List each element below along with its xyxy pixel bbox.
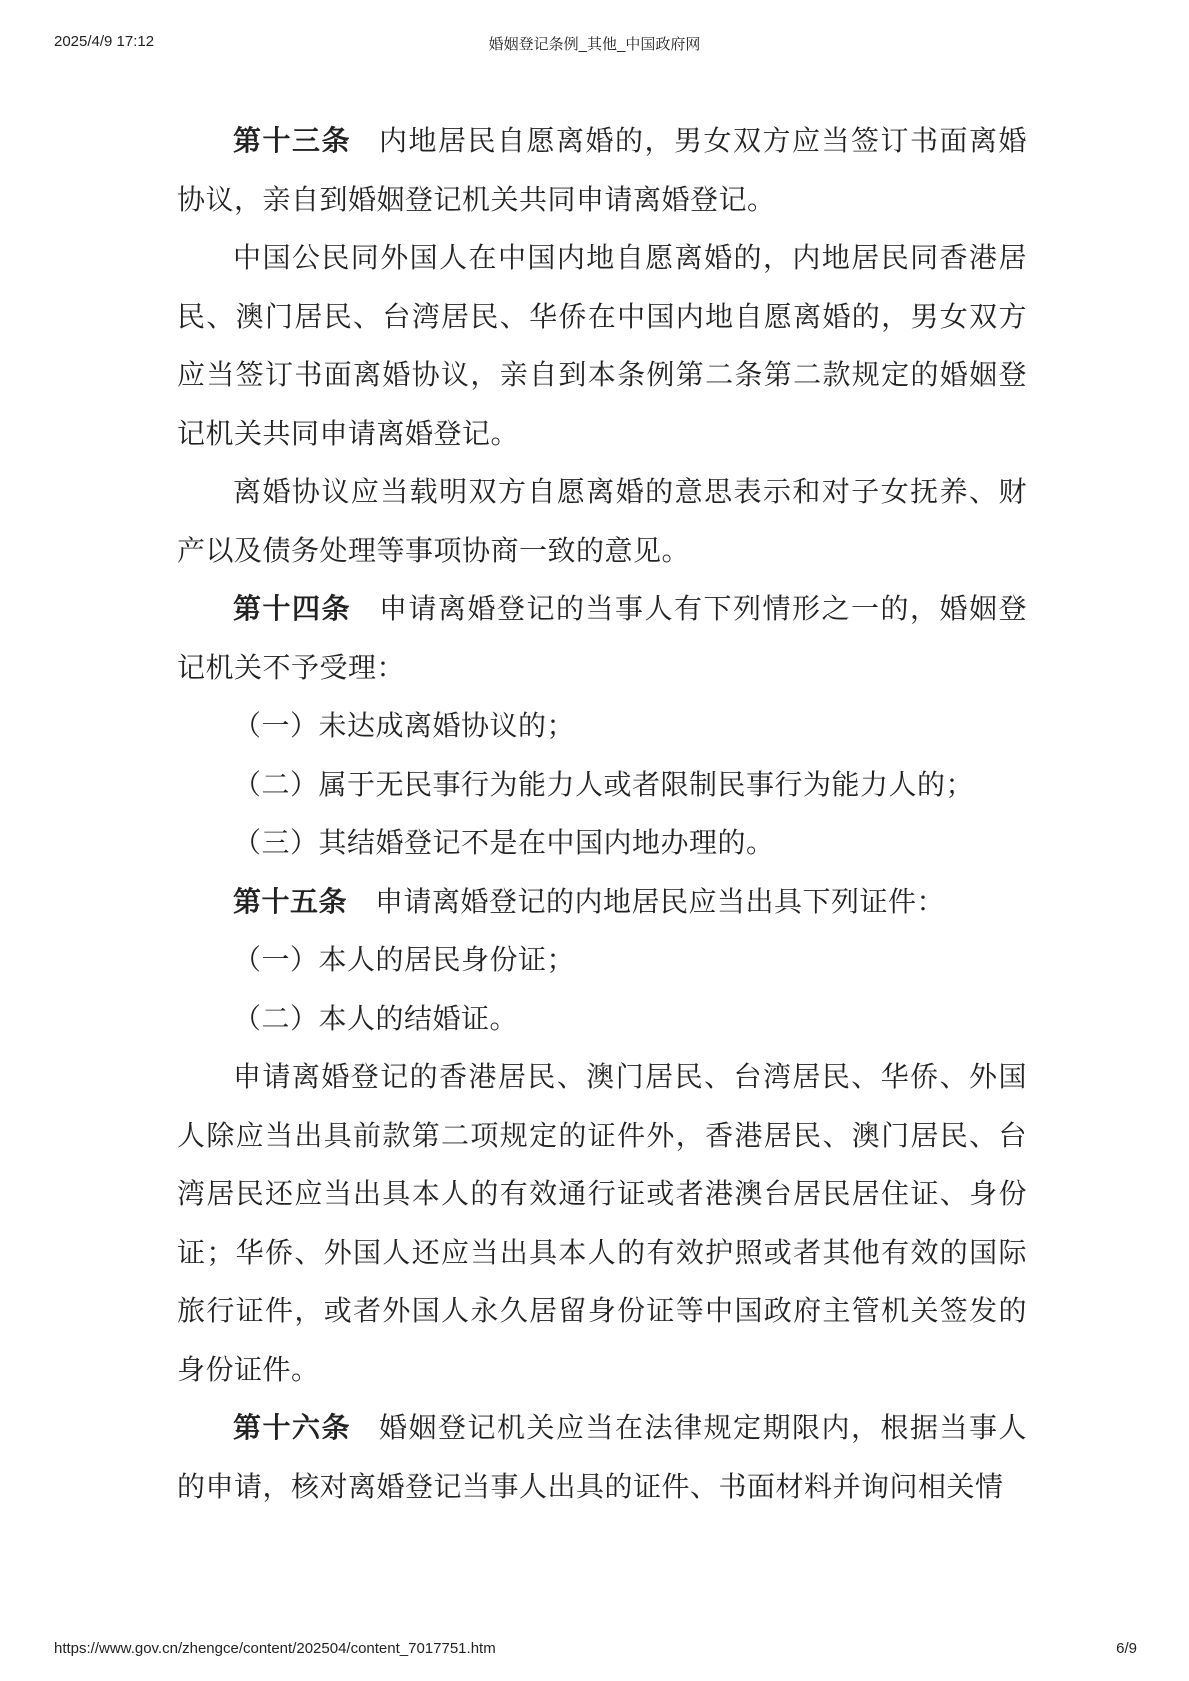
article-16-paragraph <box>177 1399 1027 1516</box>
page-number: 6/9 <box>1116 1640 1137 1657</box>
article-15-item-1 <box>177 931 1027 990</box>
article-13-paragraph <box>177 112 1027 229</box>
article-15-heading: 第十五条 <box>233 884 348 918</box>
list-item-text: （二）本人的结婚证。 <box>233 1001 519 1035</box>
list-item-text: （二）属于无民事行为能力人或者限制民事行为能力人的； <box>233 767 975 801</box>
article-15-paragraph <box>177 873 1027 932</box>
print-header <box>0 33 1189 53</box>
article-15-paragraph-2 <box>177 1048 1027 1399</box>
page-url: https://www.gov.cn/zhengce/content/202504/content_7017751.htm <box>54 1640 496 1657</box>
article-14-paragraph <box>177 580 1027 697</box>
print-page-title: 婚姻登记条例_其他_中国政府网 <box>488 36 701 53</box>
article-13-paragraph-3 <box>177 463 1027 580</box>
article-14-heading: 第十四条 <box>233 592 351 625</box>
article-13-paragraph-2 <box>177 229 1027 463</box>
article-14-item-3 <box>177 814 1027 873</box>
paragraph-text: 离婚协议应当载明双方自愿离婚的意思表示和对子女抚养、财产以及债务处理等事项协商一致的意见。 <box>177 475 1027 567</box>
list-item-text: （一）本人的居民身份证； <box>233 943 576 976</box>
paragraph-text: 内地居民自愿离婚的，男女双方应当签订书面离婚协议，亲自到婚姻登记机关共同申请离婚登记。 <box>177 124 1027 216</box>
paragraph-text: 申请离婚登记的内地居民应当出具下列证件： <box>375 884 946 918</box>
article-15-item-2 <box>177 990 1027 1049</box>
article-13-heading: 第十三条 <box>233 124 351 157</box>
list-item-text: （一）未达成离婚协议的； <box>233 709 576 742</box>
article-16-heading: 第十六条 <box>233 1411 351 1444</box>
paragraph-text: 申请离婚登记的当事人有下列情形之一的，婚姻登记机关不予受理： <box>177 592 1027 684</box>
paragraph-text: 婚姻登记机关应当在法律规定期限内，根据当事人的申请，核对离婚登记当事人出具的证件、书面材料并询问相关情 <box>177 1411 1027 1503</box>
print-footer <box>0 1640 1189 1660</box>
paragraph-text: 申请离婚登记的香港居民、澳门居民、台湾居民、华侨、外国人除应当出具前款第二项规定的证件外，香港居民、澳门居民、台湾居民还应当出具本人的有效通行证或者港澳台居民居住证、身份证；华侨、外国人还应当出具本人的有效护照或者其他有效的国际旅行证件，或者外国人永久居留身份证等中国政府主管机关签发的身份证件。 <box>177 1060 1027 1386</box>
article-14-item-2 <box>177 756 1027 815</box>
document-body <box>177 112 1027 1516</box>
print-datetime: 2025/4/9 17:12 <box>54 33 155 50</box>
list-item-text: （三）其结婚登记不是在中国内地办理的。 <box>233 826 775 859</box>
article-14-item-1 <box>177 697 1027 756</box>
paragraph-text: 中国公民同外国人在中国内地自愿离婚的，内地居民同香港居民、澳门居民、台湾居民、华侨在中国内地自愿离婚的，男女双方应当签订书面离婚协议，亲自到本条例第二条第二款规定的婚姻登记机关共同申请离婚登记。 <box>177 241 1027 450</box>
